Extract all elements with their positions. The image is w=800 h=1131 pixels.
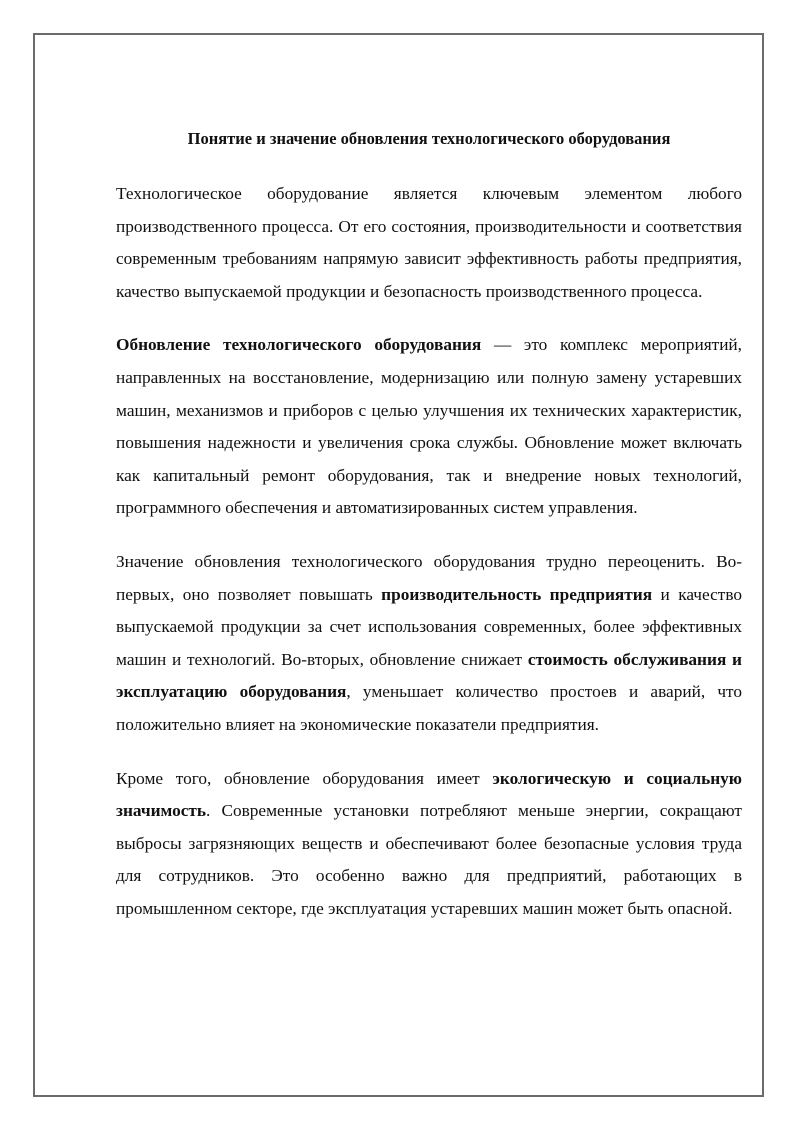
- emphasis-productivity: производительность предприятия: [381, 584, 653, 604]
- emphasis-maintenance-cost: стоимость обслуживания и эксплуатацию оборудования: [116, 649, 742, 702]
- paragraph-3-text-e: , уменьшает количество простоев и аварий, что положительно влияет на экономические показатели предприятия.: [116, 682, 743, 734]
- emphasis-ecological-social: экологическую и социальную значимость: [116, 768, 743, 821]
- paragraph-3: [116, 546, 742, 742]
- paragraph-2: [116, 329, 742, 525]
- paragraph-4-text-a: Кроме того, обновление оборудования имеет: [116, 768, 493, 788]
- paragraph-2-text: — это комплекс мероприятий, направленных на восстановление, модернизацию или полную замену устаревших машин, механизмов и приборов с целью улучшения их технических характеристик, повышения надежности и увеличения срока службы. Обновление может включать как капитальный ремонт оборудования, так и внедрение новых технологий, программного обеспечения и автоматизированных систем управления.: [116, 335, 743, 518]
- paragraph-4-text-c: . Современные установки потребляют меньше энергии, сокращают выбросы загрязняющих веществ и обеспечивают более безопасные условия труда для сотрудников. Это особенно важно для предприятий, работающих в промышленном секторе, где эксплуатация устаревших машин может быть опасной.: [116, 801, 742, 918]
- term-equipment-update: Обновление технологического оборудования: [116, 335, 482, 355]
- document-body: [116, 127, 742, 946]
- paragraph-3-text-c: и качество выпускаемой продукции за счет использования современных, более эффективных машин и технологий. Во-вторых, обновление снижает: [116, 584, 743, 669]
- paragraph-1: Технологическое оборудование является ключевым элементом любого производственного процесса. От его состояния, производительности и соответствия современным требованиям напрямую зависит эффективность работы предприятия, качество выпускаемой продукции и безопасность производственного процесса.: [116, 184, 742, 301]
- document-title: Понятие и значение обновления технологического оборудования: [187, 129, 671, 148]
- paragraph-3-text-a: Значение обновления технологического оборудования трудно переоценить. Во-первых, оно позволяет повышать: [116, 551, 742, 604]
- paragraph-4: [116, 763, 742, 926]
